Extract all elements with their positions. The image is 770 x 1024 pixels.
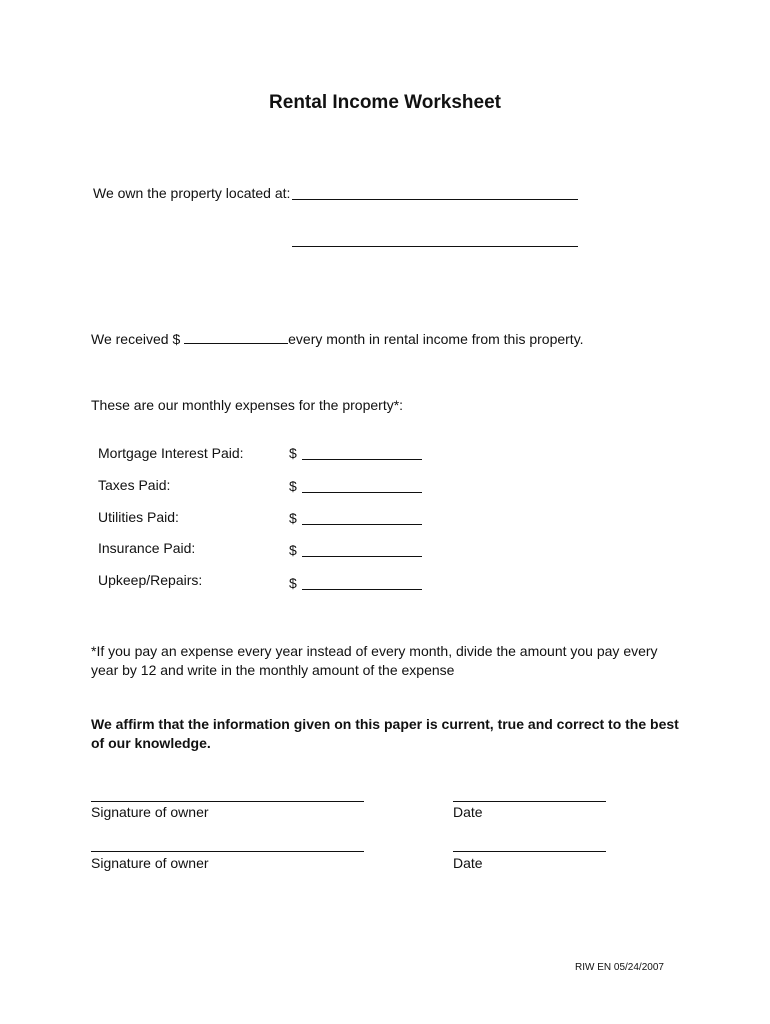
- page-title: Rental Income Worksheet: [269, 92, 501, 113]
- expense-label-taxes: Taxes Paid:: [98, 477, 171, 493]
- currency-symbol: $: [289, 575, 297, 591]
- property-address-line-2[interactable]: [292, 246, 578, 247]
- expense-field-utilities[interactable]: [302, 524, 422, 525]
- date-label-2: Date: [453, 855, 483, 871]
- expense-field-mortgage[interactable]: [302, 459, 422, 460]
- expense-label-utilities: Utilities Paid:: [98, 509, 179, 525]
- date-line-2[interactable]: [453, 851, 606, 852]
- property-label: We own the property located at:: [93, 185, 291, 201]
- expense-label-insurance: Insurance Paid:: [98, 540, 196, 556]
- footnote: *If you pay an expense every year instead of every month, divide the amount you pay every year by 12 and write in the monthly amount of the expense: [91, 643, 658, 678]
- income-sentence: [91, 331, 584, 347]
- expense-field-insurance[interactable]: [302, 556, 422, 557]
- owner-signature-label-1: Signature of owner: [91, 804, 209, 820]
- income-prefix: We received $: [91, 331, 181, 347]
- expense-label-mortgage: Mortgage Interest Paid:: [98, 445, 244, 461]
- currency-symbol: $: [289, 510, 297, 526]
- income-amount-field[interactable]: [184, 331, 288, 344]
- owner-signature-label-2: Signature of owner: [91, 855, 209, 871]
- owner-signature-line-2[interactable]: [91, 851, 364, 852]
- income-suffix: every month in rental income from this property.: [288, 331, 584, 347]
- expense-label-upkeep: Upkeep/Repairs:: [98, 572, 203, 588]
- expense-field-taxes[interactable]: [302, 492, 422, 493]
- date-line-1[interactable]: [453, 801, 606, 802]
- expenses-intro: These are our monthly expenses for the property*:: [91, 397, 404, 413]
- currency-symbol: $: [289, 542, 297, 558]
- date-label-1: Date: [453, 804, 483, 820]
- affirmation-statement: We affirm that the information given on this paper is current, true and correct to the best of our knowledge.: [91, 716, 679, 751]
- form-id: RIW EN 05/24/2007: [575, 962, 664, 973]
- currency-symbol: $: [289, 478, 297, 494]
- expense-field-upkeep[interactable]: [302, 589, 422, 590]
- owner-signature-line-1[interactable]: [91, 801, 364, 802]
- property-address-line-1[interactable]: [292, 199, 578, 200]
- currency-symbol: $: [289, 445, 297, 461]
